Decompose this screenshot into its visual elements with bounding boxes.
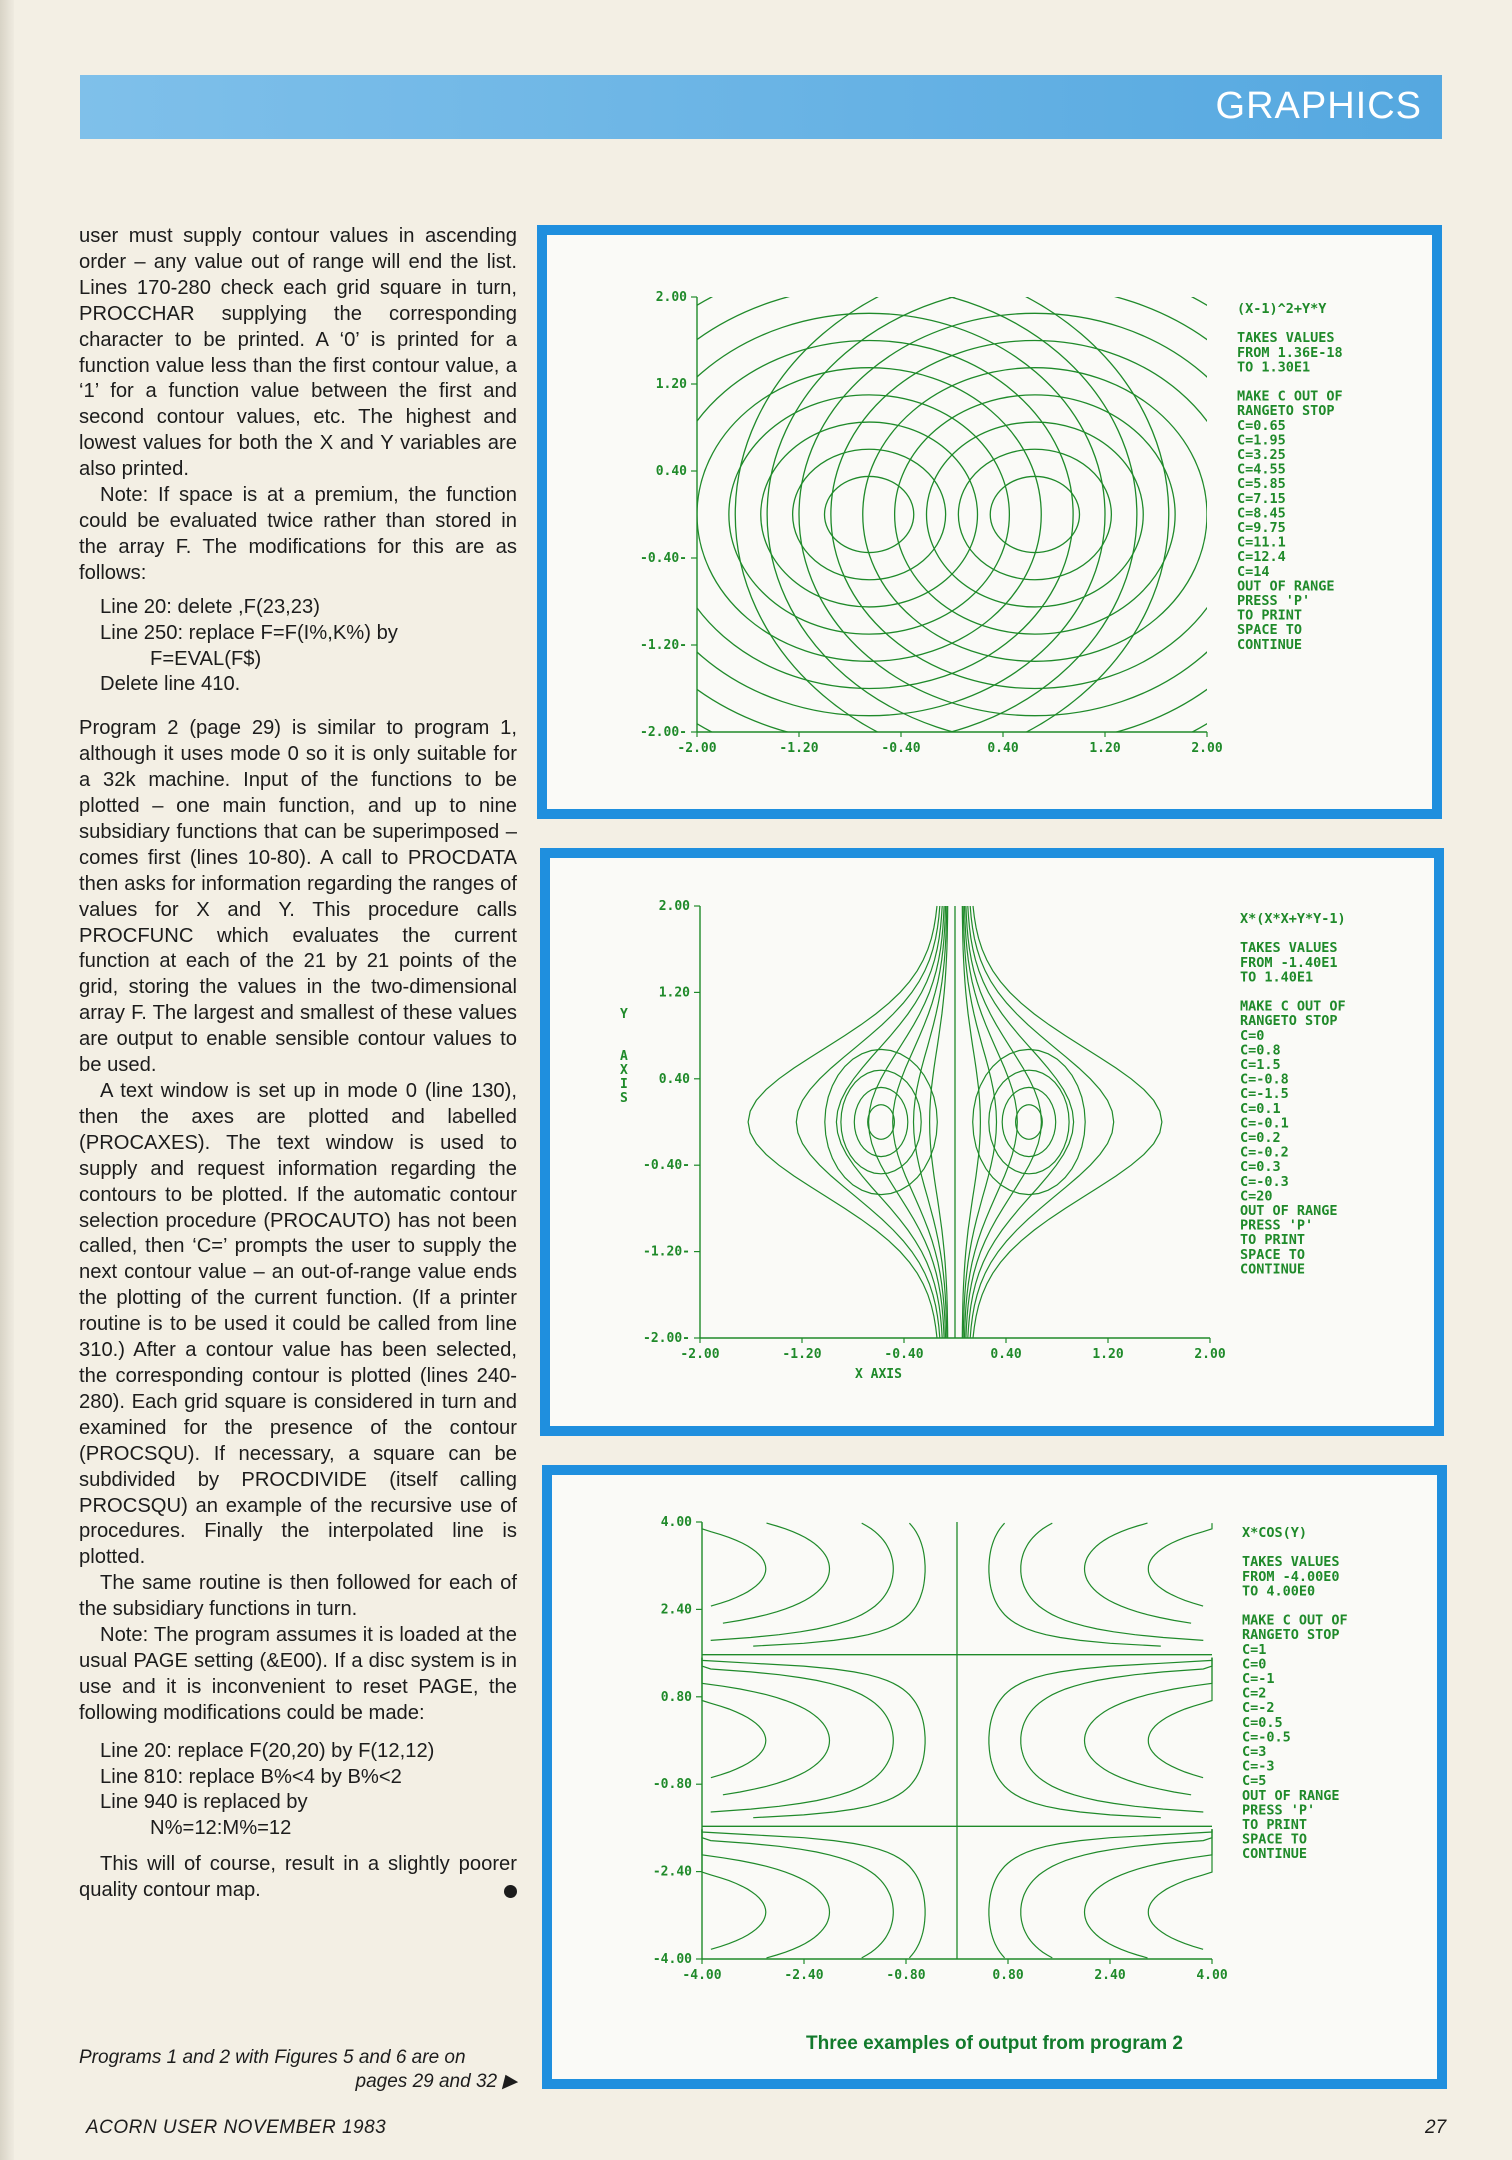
x-tick-label: 0.40: [990, 1347, 1022, 1362]
info-panel-line: C=12.4: [1237, 549, 1286, 566]
contour-line: [958, 449, 1111, 580]
contour-line: [702, 1829, 830, 1958]
info-panel-line: MAKE C OUT OF: [1237, 388, 1343, 405]
contour-line: [841, 1070, 921, 1174]
info-panel-line: C=7.15: [1237, 490, 1286, 507]
y-tick-label: 0.80: [660, 1689, 692, 1705]
contour-group: [702, 1522, 1212, 1959]
contour-group: [748, 906, 1162, 1338]
info-panel-line: C=-0.1: [1240, 1115, 1289, 1132]
y-tick-label: 2.40: [660, 1602, 692, 1618]
code-block-2: [100, 1739, 517, 1843]
y-tick-label: -1.20-: [640, 638, 687, 653]
section-title: GRAPHICS: [1215, 85, 1422, 127]
contour-line: [869, 906, 945, 1338]
contour-line: [989, 1070, 1069, 1174]
contour-line: [723, 1523, 830, 1623]
info-panel-line: C=14: [1237, 563, 1270, 580]
info-panel-line: C=5: [1242, 1773, 1267, 1790]
y-tick-label: -2.40: [652, 1864, 692, 1880]
contour-line: [868, 1105, 895, 1140]
figures-caption: Three examples of output from program 2: [806, 2033, 1183, 2054]
x-tick-label: 2.00: [1191, 741, 1223, 756]
code-line: Line 250: replace F=F(I%,K%) by: [100, 621, 398, 644]
x-tick-label: -0.40: [884, 1347, 924, 1362]
info-panel-line: C=3: [1242, 1744, 1267, 1760]
info-panel-line: C=1.5: [1240, 1057, 1281, 1073]
info-panel-line: RANGETO STOP: [1237, 403, 1335, 420]
contour-line: [1085, 1523, 1192, 1623]
contour-group: [570, 259, 1335, 770]
article-column: [79, 224, 517, 1904]
info-panel-line: X*COS(Y): [1242, 1525, 1308, 1541]
info-panel-line: CONTINUE: [1237, 636, 1303, 653]
contour-line: [799, 313, 1271, 715]
contour-line: [1002, 1087, 1055, 1156]
y-axis-label: A: [620, 1049, 628, 1064]
contour-line: [973, 906, 1162, 1338]
contour-line: [633, 313, 1105, 715]
y-tick-label: -4.00: [652, 1952, 692, 1967]
x-tick-label: -2.00: [680, 1347, 720, 1362]
contour-line: [702, 1829, 893, 1958]
info-panel-line: C=0.1: [1240, 1100, 1281, 1117]
info-panel-line: C=20: [1240, 1188, 1273, 1205]
info-panel-line: OUT OF RANGE: [1237, 578, 1335, 595]
contour-line: [753, 1523, 925, 1646]
info-panel-line: TO 1.30E1: [1237, 359, 1311, 376]
info-panel-line: TO PRINT: [1237, 607, 1303, 624]
paragraph-7-text: This will of course, result in a slightly poorer quality contour map.: [79, 1853, 517, 1902]
info-panel-line: PRESS 'P': [1242, 1802, 1316, 1819]
info-panel-line: C=8.45: [1237, 505, 1286, 522]
x-tick-label: 2.40: [1094, 1968, 1126, 1983]
contour-line: [989, 1523, 1161, 1646]
info-panel-line: SPACE TO: [1240, 1246, 1306, 1263]
x-tick-label: -0.40: [881, 741, 921, 756]
footer-publication: ACORN USER NOVEMBER 1983: [86, 2117, 387, 2138]
info-panel-line: TO PRINT: [1240, 1232, 1306, 1249]
x-tick-label: -1.20: [779, 741, 819, 756]
y-tick-label: 2.00: [655, 290, 687, 305]
contour-line: [990, 476, 1079, 552]
code-line: Line 940 is replaced by: [100, 1791, 308, 1814]
contour-line: [702, 1658, 893, 1812]
info-panel-line: PRESS 'P': [1237, 593, 1311, 609]
info-panel-line: C=11.1: [1237, 534, 1286, 551]
contour-line: [825, 476, 914, 552]
code-line: Line 810: replace B%<4 by B%<2: [100, 1765, 402, 1788]
contour-line: [1085, 1829, 1213, 1958]
info-panel-line: C=9.75: [1237, 520, 1286, 536]
figure-3-svg: [552, 1475, 1437, 2079]
contour-line: [1148, 1829, 1212, 1949]
y-axis-label: X: [620, 1063, 628, 1078]
contour-line: [966, 906, 1042, 1338]
figure-3-contour-plot: [542, 1465, 1447, 2089]
paragraph-5: The same routine is then followed for each of the subsidiary functions in turn.: [79, 1572, 517, 1621]
y-tick-label: -0.80: [652, 1777, 692, 1793]
contour-line: [702, 1658, 766, 1778]
x-tick-label: 0.80: [992, 1968, 1024, 1983]
contour-line: [702, 1829, 766, 1949]
info-panel-line: MAKE C OUT OF: [1242, 1612, 1348, 1629]
x-tick-label: 2.00: [1194, 1347, 1226, 1362]
contour-line: [1016, 1105, 1043, 1140]
info-panel-line: OUT OF RANGE: [1240, 1203, 1338, 1219]
x-tick-label: -4.00: [682, 1968, 722, 1983]
contour-line: [1148, 1523, 1212, 1606]
info-panel-line: C=0.2: [1240, 1130, 1281, 1146]
contour-line: [854, 1087, 908, 1156]
y-tick-label: 1.20: [658, 985, 690, 1001]
contour-line: [989, 1658, 1212, 1818]
info-panel-line: C=-0.8: [1240, 1071, 1289, 1088]
code-line: Delete line 410.: [100, 673, 241, 696]
y-tick-label: -1.20-: [643, 1244, 690, 1260]
y-tick-label: 0.40: [655, 464, 687, 479]
info-panel-line: C=-1: [1242, 1671, 1275, 1687]
info-panel-line: OUT OF RANGE: [1242, 1787, 1340, 1804]
x-axis-label: X AXIS: [855, 1367, 902, 1382]
x-tick-label: -2.00: [677, 741, 717, 756]
info-panel-line: CONTINUE: [1242, 1846, 1308, 1863]
programs-note-line-1: Programs 1 and 2 with Figures 5 and 6 are on: [79, 2047, 466, 2068]
contour-line: [729, 395, 1010, 634]
contour-line: [893, 906, 946, 1338]
y-tick-label: -2.00-: [640, 725, 687, 740]
contour-line: [767, 286, 1303, 743]
y-tick-label: 4.00: [660, 1515, 692, 1530]
info-panel-line: TAKES VALUES: [1240, 940, 1338, 957]
info-panel-line: RANGETO STOP: [1240, 1013, 1338, 1030]
contour-line: [968, 906, 1074, 1338]
info-panel-line: C=-2: [1242, 1700, 1275, 1717]
programs-note-line-2: pages 29 and 32 ▶: [355, 2071, 517, 2092]
info-panel-line: TO 4.00E0: [1242, 1583, 1316, 1600]
info-panel-line: X*(X*X+Y*Y-1): [1240, 911, 1346, 927]
paragraph-1: user must supply contour values in ascending order – any value out of range will end the list. Lines 170-280 check each grid square in turn, PROCCHAR supplying the corresponding character to be printed. A ‘0’ is printed for a function value less than the first contour value, a ‘1’ for a function value between the first and second contour values, etc. The highest and lowest values for both the X and Y variables are also printed.: [79, 225, 517, 481]
info-panel-line: C=1: [1242, 1641, 1267, 1658]
contour-line: [793, 449, 946, 580]
end-bullet: [504, 1885, 517, 1898]
code-line: Line 20: replace F(20,20) by F(12,12): [100, 1739, 435, 1762]
code-line: N%=12:M%=12: [150, 1817, 292, 1840]
y-tick-label: 1.20: [655, 377, 687, 392]
info-panel-line: C=0.8: [1240, 1042, 1281, 1059]
code-line: F=EVAL(F$): [150, 647, 262, 670]
info-panel-line: C=0.65: [1237, 417, 1286, 434]
x-tick-label: 4.00: [1196, 1968, 1228, 1983]
code-block-1: [100, 595, 517, 699]
info-panel-line: TO PRINT: [1242, 1817, 1308, 1833]
y-tick-label: -2.00-: [643, 1331, 690, 1346]
paragraph-2: Note: If space is at a premium, the function could be evaluated twice rather than stored in the array F. The modifications for this are as follows:: [79, 484, 517, 584]
x-tick-label: -1.20: [782, 1347, 822, 1362]
info-panel-line: C=-3: [1242, 1758, 1275, 1775]
x-tick-label: -2.40: [784, 1968, 824, 1983]
contour-line: [930, 906, 948, 1338]
info-panel-line: C=0: [1242, 1656, 1267, 1673]
contour-line: [748, 906, 937, 1338]
figure-1-contour-plot: [537, 225, 1442, 819]
info-panel-line: C=3.25: [1237, 447, 1286, 463]
info-panel-line: C=1.95: [1237, 432, 1286, 449]
y-axis-label: Y: [620, 1007, 628, 1022]
info-panel-line: TAKES VALUES: [1237, 330, 1335, 347]
info-panel-line: PRESS 'P': [1240, 1217, 1314, 1234]
contour-line: [1021, 1658, 1212, 1812]
x-tick-label: 1.20: [1092, 1347, 1124, 1362]
info-panel-line: TO 1.40E1: [1240, 969, 1314, 986]
code-line: Line 20: delete ,F(23,23): [100, 595, 320, 618]
contour-line: [836, 906, 942, 1338]
info-panel-line: C=5.85: [1237, 476, 1286, 493]
info-panel-line: C=2: [1242, 1685, 1267, 1702]
info-panel-line: C=-0.5: [1242, 1729, 1291, 1746]
contour-line: [601, 286, 1137, 743]
info-panel-line: MAKE C OUT OF: [1240, 998, 1346, 1015]
info-panel-line: C=-1.5: [1240, 1086, 1289, 1103]
info-panel-line: RANGETO STOP: [1242, 1627, 1340, 1644]
info-panel-line: C=0: [1240, 1027, 1265, 1044]
info-panel-line: (X-1)^2+Y*Y: [1237, 301, 1327, 317]
info-panel-line: C=-0.2: [1240, 1144, 1289, 1161]
y-tick-label: -0.40-: [640, 551, 687, 566]
paragraph-6: Note: The program assumes it is loaded at the usual PAGE setting (&E00). If a disc system is in use and it is inconvenient to reset PAGE, the following modifications could be made:: [79, 1624, 517, 1724]
x-tick-label: 0.40: [987, 741, 1019, 756]
x-tick-label: -0.80: [886, 1968, 926, 1983]
info-panel-line: TAKES VALUES: [1242, 1554, 1340, 1571]
info-panel-line: SPACE TO: [1242, 1831, 1308, 1848]
contour-line: [973, 1049, 1085, 1194]
figure-1-svg: [547, 235, 1432, 809]
y-tick-label: -0.40-: [643, 1158, 690, 1174]
info-panel-line: FROM -4.00E0: [1242, 1568, 1340, 1585]
contour-line: [895, 395, 1176, 634]
y-tick-label: 0.40: [658, 1071, 690, 1087]
info-panel-line: C=0.5: [1242, 1714, 1283, 1731]
info-panel-line: FROM -1.40E1: [1240, 954, 1338, 971]
figure-2-svg: [550, 858, 1434, 1426]
page-edge: [0, 0, 14, 2160]
contour-line: [1021, 1829, 1212, 1958]
info-panel-line: C=-0.3: [1240, 1173, 1289, 1190]
info-panel-line: SPACE TO: [1237, 622, 1303, 639]
x-tick-label: 1.20: [1089, 741, 1121, 756]
y-axis-label: I: [620, 1077, 628, 1092]
programs-note: [79, 2046, 517, 2094]
paragraph-7: [79, 1852, 517, 1904]
contour-line: [702, 1523, 766, 1606]
y-axis-label: S: [620, 1091, 628, 1106]
section-header-bar: [80, 75, 1442, 139]
y-tick-label: 2.00: [658, 899, 690, 914]
info-panel-line: C=0.3: [1240, 1159, 1281, 1176]
paragraph-4: A text window is set up in mode 0 (line 130), then the axes are plotted and labelled (PROCAXES). The text window is used to supply and request information regarding the contours to be plotted. If the automatic contour selection procedure (PROCAUTO) has not been called, then ‘C=’ prompts the user to supply the next contour value – an out-of-range value ends the plotting of the current function. (If a printer routine is to be used it could be called from line 310.) After a contour value has been selected, the corresponding contour is plotted (lines 240-280). Each grid square is considered in turn and examined for the presence of the contour (PROCSQU). If necessary, a square can be subdivided by PROCDIVIDE (itself calling PROCSQU) an example of the recursive use of procedures. Finally the interpolated line is plotted.: [79, 1080, 517, 1569]
info-panel-line: C=4.55: [1237, 461, 1286, 478]
contour-line: [962, 906, 980, 1338]
contour-line: [665, 341, 1073, 689]
contour-line: [1148, 1658, 1212, 1778]
info-panel-line: FROM 1.36E-18: [1237, 344, 1343, 361]
paragraph-3: Program 2 (page 29) is similar to program 1, although it uses mode 0 so it is only suitable for a 32k machine. Input of the functions to be plotted – one main function, and up to nine subsidiary functions that can be superimposed – comes first (lines 10-80). A call to PROCDATA then asks for information regarding the ranges of values for X and Y. This procedure calls PROCFUNC which evaluates the current function at each of the 21 by 21 points of the grid, storing the values in the two-dimensional array F. The largest and smallest of these values are output to enable sensible contour values to be used.: [79, 717, 517, 1077]
contour-line: [702, 1658, 925, 1818]
contour-line: [825, 1049, 938, 1194]
info-panel-line: CONTINUE: [1240, 1261, 1306, 1278]
footer-page-number: 27: [1425, 2117, 1447, 2138]
contour-line: [831, 341, 1239, 689]
figure-2-contour-plot: [540, 848, 1444, 1436]
